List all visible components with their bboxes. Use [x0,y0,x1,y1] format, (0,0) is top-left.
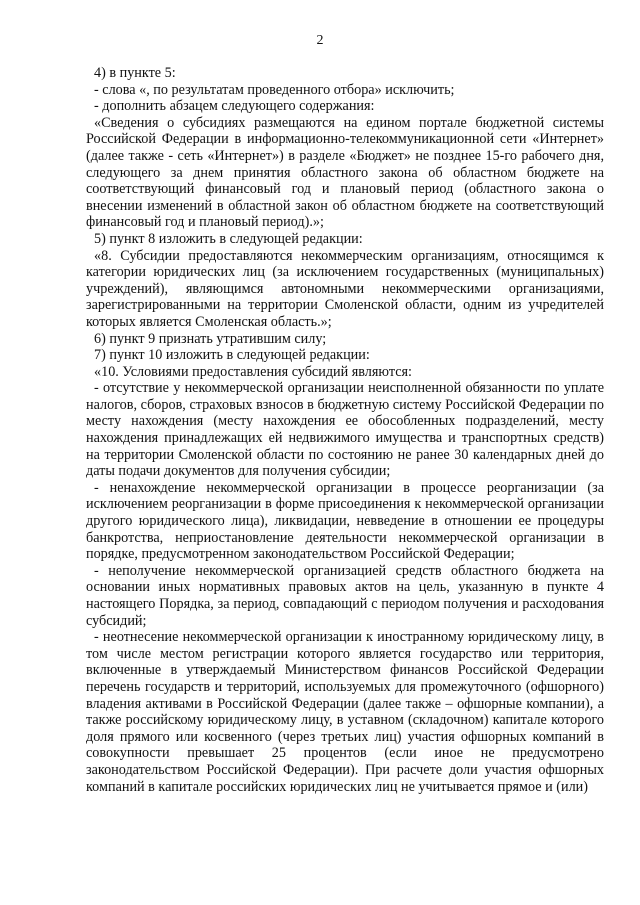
page-number: 2 [316,33,324,48]
paragraph-condition-offshore: - неотнесение некоммерческой организации к иностранному юридическому лицу, в том числе местом регистрации которого является государство или территория, включенные в утверждаемый Министерством финансов Российской Федерации перечень государств и территорий, используемых для промежуточного (офшорного) владения активами в Российской Федерации (далее также – офшорные компании), а также российскому юридическому лицу, в уставном (складочном) капитале которого доля прямого или косвенного (через третьих лиц) участия офшорных компаний в совокупности превышает 25 процентов (если иное не предусмотрено законодательством Российской Федерации). При расчете доли участия офшорных компаний в капитале российских юридических лиц не учитывается прямое и (или) [86,629,604,795]
paragraph-words-remove: - слова «, по результатам проведенного отбора» исключить; [94,81,455,98]
paragraph-item-5: 5) пункт 8 изложить в следующей редакции: [94,230,363,247]
paragraph-item-4: 4) в пункте 5: [94,65,176,81]
paragraph-condition-taxes: - отсутствие у некоммерческой организации неисполненной обязанности по уплате налогов, сборов, страховых взносов в бюджетную систему Российской Федерации по месту нахождения (месту нахождения ее обособленных подразделений, месту нахождения принадлежащих ей недвижимого имущества и транспортных средств) на территории Смоленской области по состоянию не ранее 30 календарных дней до даты подачи документов для получения субсидии; [86,380,604,480]
document-body [86,65,604,795]
paragraph-clause-10: «10. Условиями предоставления субсидий являются: [94,363,412,380]
paragraph-clause-8: «8. Субсидии предоставляются некоммерческим организациям, относящимся к категории юридических лиц (за исключением государственных (муниципальных) учреждений), являющимся автономными некоммерческими организациями, зарегистрированными на территории Смоленской области, одним из учредителей которых является Смоленская область.»; [86,247,604,330]
paragraph-add-clause: - дополнить абзацем следующего содержания: [94,98,375,115]
paragraph-item-7: 7) пункт 10 изложить в следующей редакции: [94,347,370,364]
paragraph-condition-no-funds: - неполучение некоммерческой организацией средств областного бюджета на основании иных нормативных правовых актов на цель, указанную в пункте 4 настоящего Порядка, за период, совпадающий с периодом получения и расходования субсидий; [86,562,604,629]
paragraph-subsidy-info: «Сведения о субсидиях размещаются на едином портале бюджетной системы Российской Федерации в информационно-телекоммуникационной сети «Интернет» (далее также - сеть «Интернет») в разделе «Бюджет» не позднее 15-го рабочего дня, следующего за днем принятия областного закона об областном бюджете на соответствующий финансовый год и плановый период (областного закона о внесении изменений в областной закон об областном бюджете на соответствующий финансовый год и плановый период).»; [86,114,604,231]
paragraph-condition-reorganization: - ненахождение некоммерческой организации в процессе реорганизации (за исключением реорганизации в форме присоединения к некоммерческой организации другого юридического лица), ликвидации, невведение в отношении ее процедуры банкротства, неприостановление деятельности некоммерческой организации в порядке, предусмотренном законодательством Российской Федерации; [86,479,604,563]
paragraph-item-6: 6) пункт 9 признать утратившим силу; [94,330,327,347]
